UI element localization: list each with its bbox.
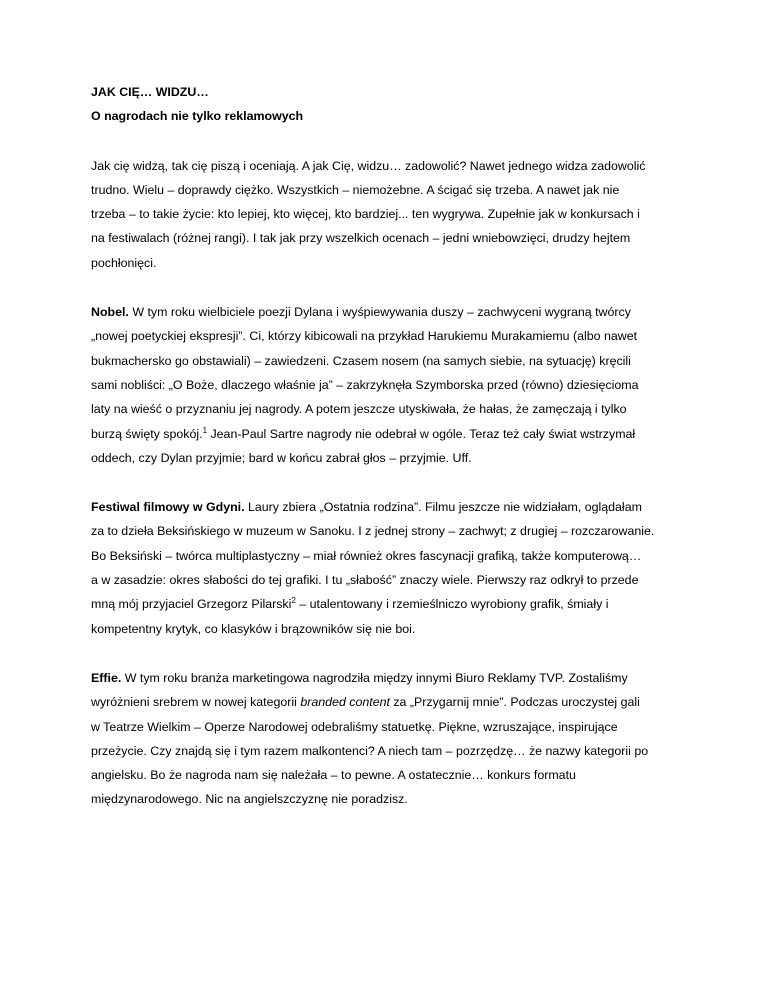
paragraph-line: kompetentny krytyk, co klasyków i brązowników się nie boi. bbox=[91, 621, 416, 636]
paragraph-text: W tym roku branża marketingowa nagrodziła między innymi Biuro Reklamy TVP. Zostaliśmy bbox=[121, 670, 628, 685]
paragraph-nobel bbox=[91, 300, 682, 470]
paragraph-line: „nowej poetyckiej ekspresji”. Ci, którzy kibicowali na przykład Harukiemu Murakamiemu (albo nawet bbox=[91, 329, 638, 344]
italic-term: branded content bbox=[300, 695, 390, 710]
section-heading: Nobel. bbox=[91, 305, 129, 320]
paragraph-line: oddech, czy Dylan przyjmie; bard w końcu zabrał głos – przyjmie. Uff. bbox=[91, 450, 472, 465]
paragraph-line: przeżycie. Czy znajdą się i tym razem malkontenci? A niech tam – pozrzędzę… że nazwy kategorii po bbox=[91, 743, 649, 758]
paragraph-line: w Teatrze Wielkim – Operze Narodowej odebraliśmy statuetkę. Piękne, wzruszające, inspirujące bbox=[91, 719, 618, 734]
footnote-marker[interactable]: 1 bbox=[202, 425, 208, 435]
paragraph-text: za „Przygarnij mnie”. Podczas uroczystej gali bbox=[389, 695, 640, 710]
paragraph-line: Jak cię widzą, tak cię piszą i oceniają. A jak Cię, widzu… zadowolić? Nawet jednego widza zadowolić bbox=[91, 158, 646, 173]
paragraph-line bbox=[91, 666, 682, 690]
footnote-marker[interactable]: 2 bbox=[291, 596, 296, 606]
paragraph-line bbox=[91, 690, 682, 714]
section-heading: Festiwal filmowy w Gdyni. bbox=[91, 500, 245, 515]
paragraph-text: mną mój przyjaciel Grzegorz Pilarski bbox=[91, 597, 292, 612]
paragraph-intro bbox=[91, 154, 682, 275]
document-title: JAK CIĘ… WIDZU… bbox=[91, 85, 209, 99]
paragraph-text: Laury zbiera „Ostatnia rodzina”. Filmu jeszcze nie widziałam, oglądałam bbox=[244, 500, 642, 515]
paragraph-line: międzynarodowego. Nic na angielszczyznę nie poradzisz. bbox=[91, 792, 408, 807]
paragraph-text: Jean-Paul Sartre nagrody nie odebrał w ogóle. Teraz też cały świat wstrzymał bbox=[207, 426, 636, 441]
document-subtitle: O nagrodach nie tylko reklamowych bbox=[91, 109, 304, 124]
paragraph-text: wyróżnieni srebrem w nowej kategorii bbox=[91, 695, 301, 710]
paragraph-line: laty na wieść o przyznaniu jej nagrody. A potem jeszcze utyskiwała, że hałas, że zamęczają i tylko bbox=[91, 402, 627, 417]
paragraph-line: pochłonięci. bbox=[91, 255, 157, 270]
paragraph-effie bbox=[91, 666, 682, 812]
paragraph-line bbox=[91, 592, 682, 616]
paragraph-line: Bo Beksiński – twórca multiplastyczny – miał również okres fascynacji grafiką, także komputerową… bbox=[91, 548, 642, 563]
paragraph-line: trzeba – to takie życie: kto lepiej, kto więcej, kto bardziej... ten wygrywa. Zupełnie jak w konkursach i bbox=[91, 207, 640, 222]
paragraph-line: angielsku. Bo że nagroda nam się należała – to pewne. A ostatecznie… konkurs formatu bbox=[91, 768, 576, 783]
paragraph-line bbox=[91, 495, 682, 519]
paragraph-line: za to dzieła Beksińskiego w muzeum w Sanoku. I z jednej strony – zachwyt; z drugiej – rozczarowanie. bbox=[91, 524, 655, 539]
section-heading: Effie. bbox=[91, 670, 122, 685]
paragraph-line: trudno. Wielu – doprawdy ciężko. Wszystkich – niemożebne. A ścigać się trzeba. A nawet jak nie bbox=[91, 182, 620, 197]
paragraph-line: sami nobliści: „O Boże, dlaczego właśnie ja” – zakrzyknęła Szymborska przed (równo) dziesięcioma bbox=[91, 377, 639, 392]
paragraph-line bbox=[91, 300, 682, 324]
paragraph-line: na festiwalach (różnej rangi). I tak jak przy wszelkich ocenach – jedni wniebowzięci, drudzy hejtem bbox=[91, 231, 631, 246]
paragraph-gdynia bbox=[91, 495, 682, 641]
paragraph-line: bukmachersko go obstawiali) – zawiedzeni. Czasem nosem (na samych siebie, na sytuację) kręcili bbox=[91, 353, 631, 368]
paragraph-text: – utalentowany i rzemieślniczo wyrobiony grafik, śmiały i bbox=[295, 597, 609, 612]
paragraph-line bbox=[91, 422, 682, 446]
paragraph-text: W tym roku wielbiciele poezji Dylana i wyśpiewywania duszy – zachwyceni wygraną twórcy bbox=[128, 305, 631, 320]
paragraph-line: a w zasadzie: okres słabości do tej grafiki. I tu „słabość” znaczy wiele. Pierwszy raz odkrył to przede bbox=[91, 573, 639, 588]
paragraph-text: burzą święty spokój. bbox=[91, 426, 203, 441]
